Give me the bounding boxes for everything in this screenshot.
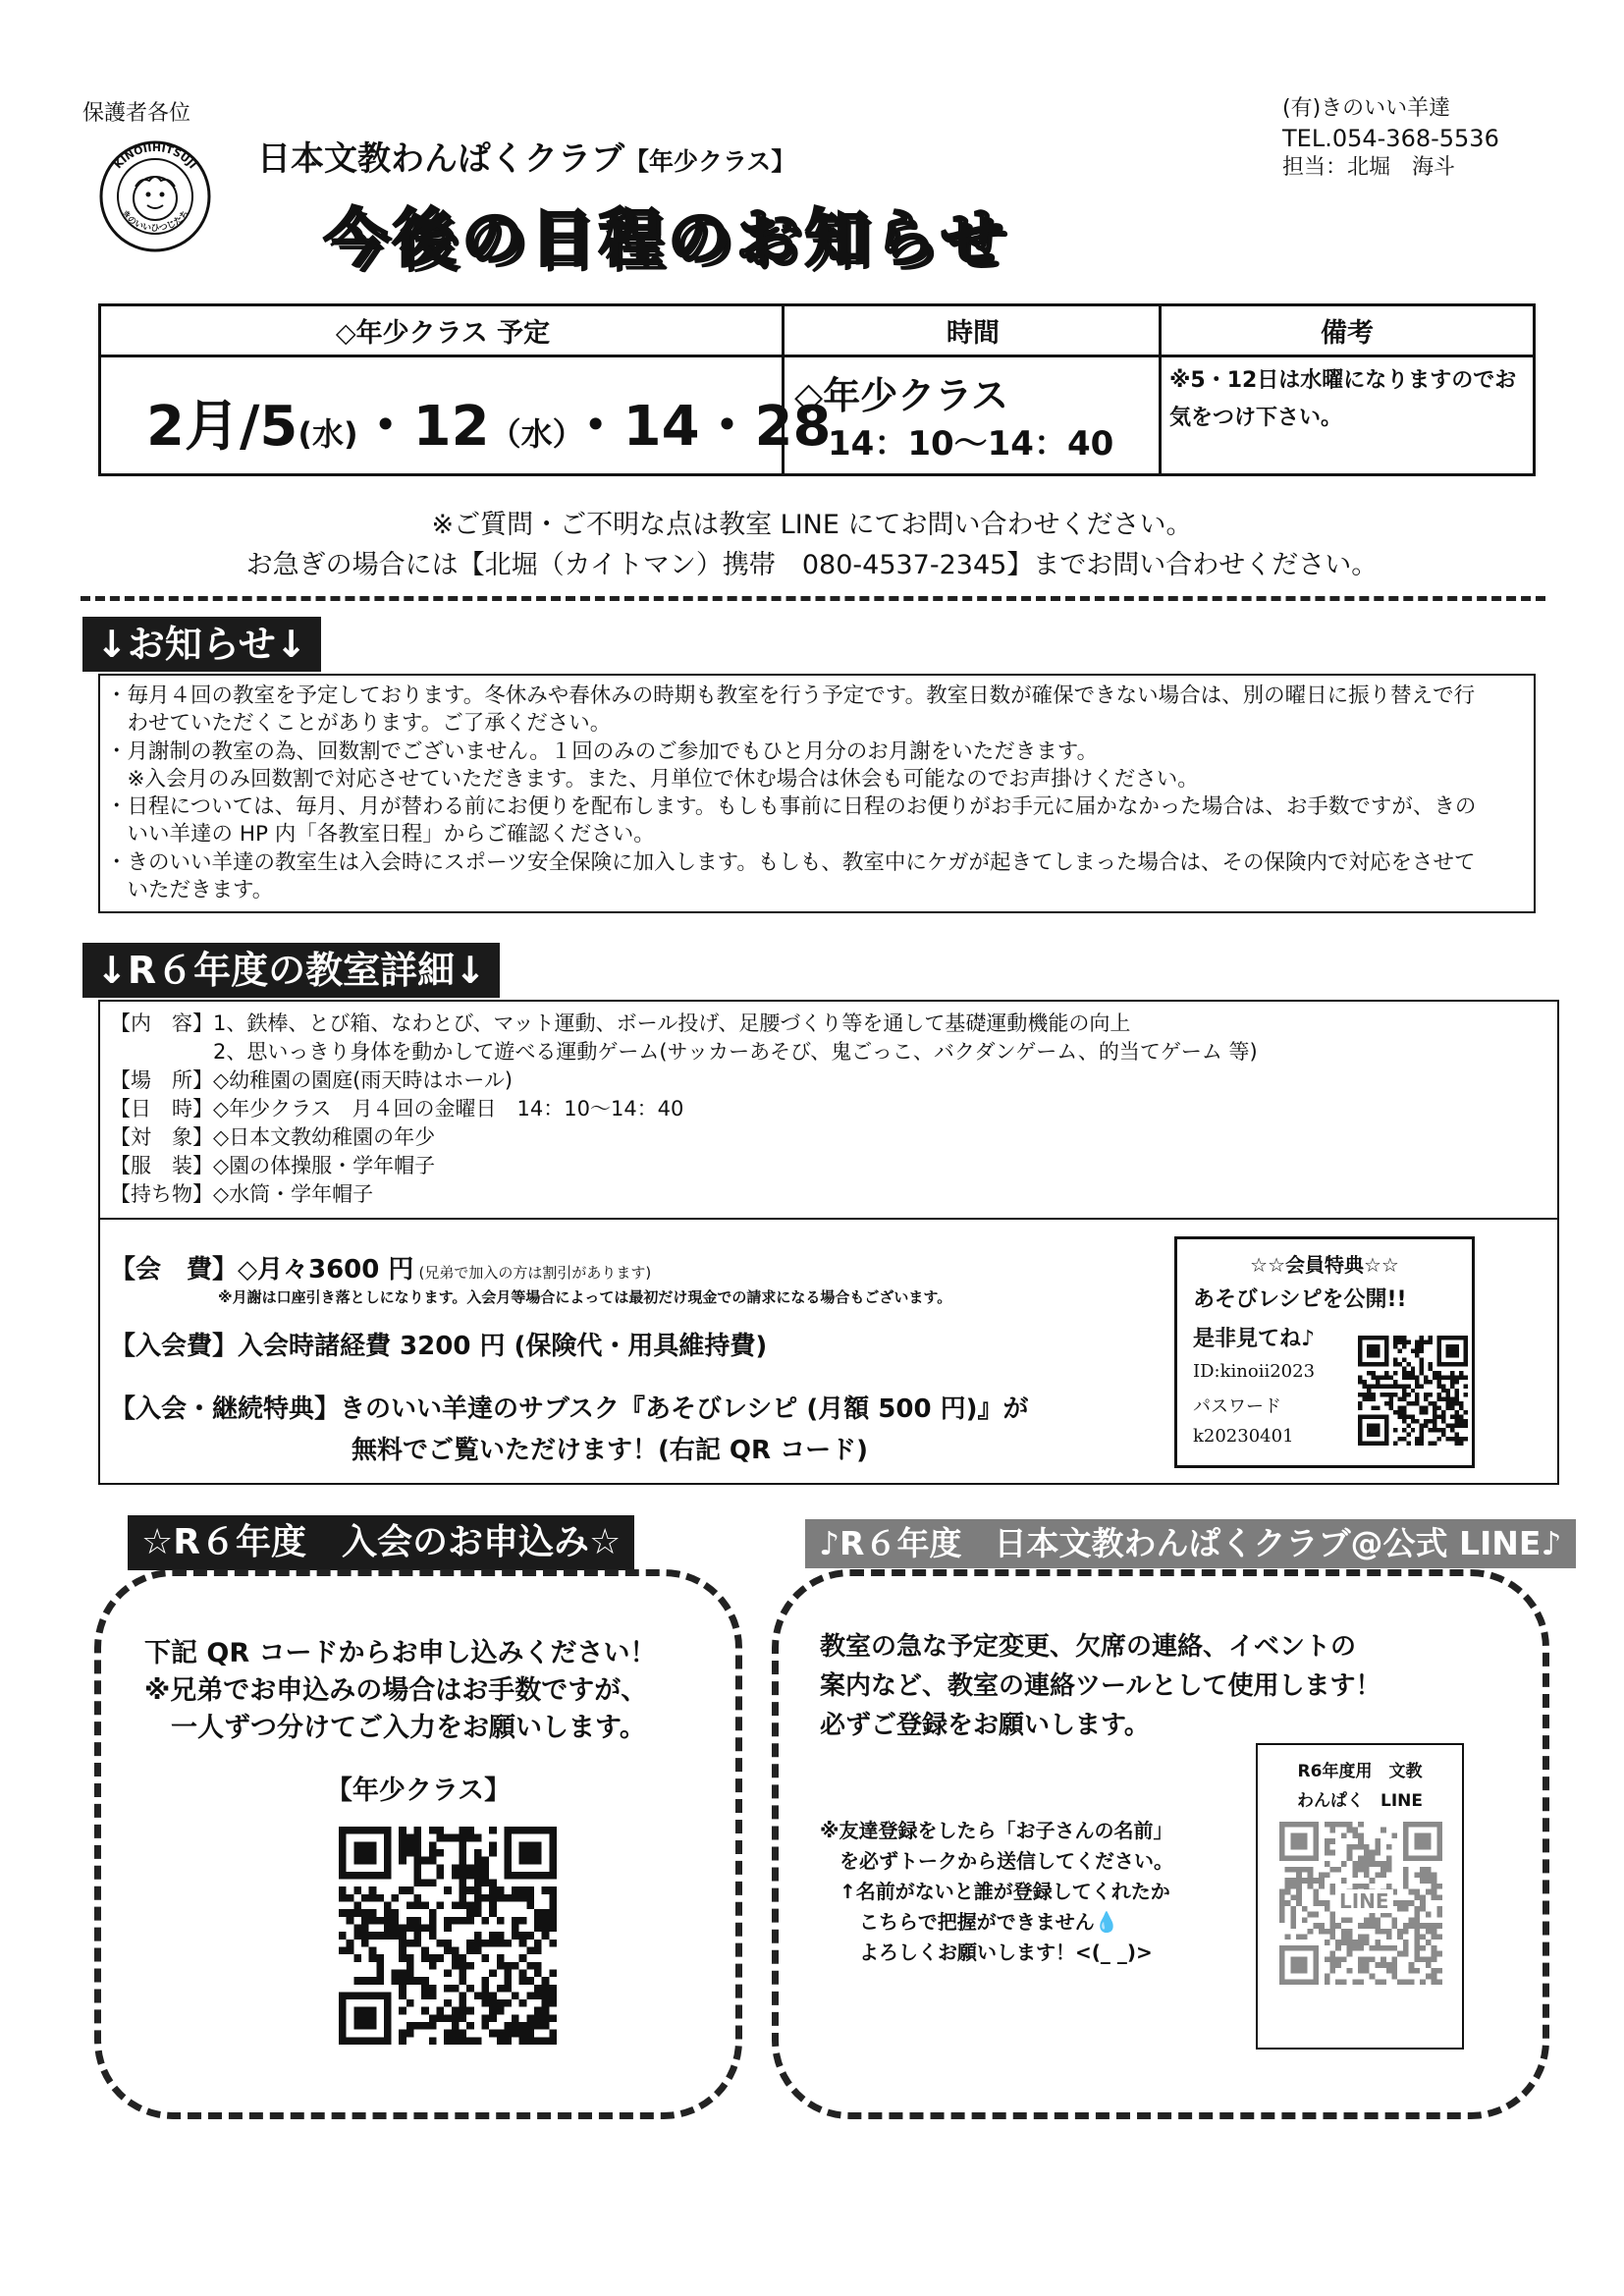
- member-perk-box: [1174, 1236, 1475, 1468]
- club-title: [257, 132, 795, 180]
- monthly-fee: [110, 1249, 651, 1285]
- staff-name: 担当：北堀 海斗: [1282, 155, 1456, 180]
- svg-text:きのいいひつじたち: [119, 208, 191, 234]
- phone-number: TEL.054-368-5536: [1282, 125, 1499, 152]
- detail-target: 【対 象】◇日本文教幼稚園の年少: [110, 1125, 436, 1149]
- member-perk-title: ☆☆会員特典☆☆: [1250, 1253, 1399, 1277]
- details-banner: ↓R６年度の教室詳細↓: [82, 943, 500, 998]
- detail-datetime: 【日 時】◇年少クラス 月４回の金曜日 14：10〜14：40: [110, 1097, 684, 1121]
- time-class: ◇年少クラス: [794, 374, 1009, 417]
- schedule-header-dates: ◇年少クラス 予定: [101, 306, 785, 357]
- apply-line-3: 一人ずつ分けてご入力をお願いします。: [144, 1713, 646, 1743]
- friend-note-2: を必ずトークから送信してください。: [820, 1849, 1173, 1873]
- member-password: k20230401: [1193, 1426, 1294, 1447]
- line-text-2: 案内など、教室の連絡ツールとして使用します！: [820, 1671, 1381, 1701]
- notice-line: わせていただくことがあります。ご了承ください。: [106, 711, 612, 737]
- club-logo: [98, 139, 212, 253]
- club-class: 【年少クラス】: [624, 147, 796, 176]
- logo-text: KINOIIHITSUJI: [111, 140, 199, 172]
- detail-belongings: 【持ち物】◇水筒・学年帽子: [110, 1182, 374, 1206]
- date-day-2: 12: [412, 395, 490, 459]
- detail-content-2: 2、思いっきり身体を動かして遊べる運動ゲーム(サッカーあそび、鬼ごっこ、バクダンゲーム、的当てゲーム 等): [110, 1040, 1258, 1064]
- member-perk-line-2: 無料でご覧いただけます！(右記 QR コード): [352, 1436, 868, 1465]
- recipient: 保護者各位: [82, 101, 191, 126]
- notice-line: いい羊達の HP 内「各教室日程」からご確認ください。: [106, 822, 655, 847]
- apply-line-1: 下記 QR コードからお申し込みください！: [144, 1638, 657, 1668]
- apply-banner: ☆R６年度 入会のお申込み☆: [128, 1515, 634, 1570]
- apply-qr-code[interactable]: [339, 1827, 557, 2045]
- date-month: 2月/: [146, 395, 260, 459]
- fee-note: ※月謝は口座引き落としになります。入会月等場合によっては最初だけ現金での請求になる場合もございます。: [218, 1288, 952, 1306]
- entry-fee: 【入会費】入会時諸経費 3200 円 (保険代・用具維持費): [110, 1332, 768, 1361]
- line-logo-text: LINE: [1335, 1889, 1393, 1913]
- member-perk-line-1: 【入会・継続特典】きのいい羊達のサブスク『あそびレシピ (月額 500 円)』が: [110, 1394, 1029, 1424]
- inquiry-line-2: お急ぎの場合には【北堀（カイトマン）携帯 080-4537-2345】までお問い合わせください。: [245, 550, 1379, 580]
- inquiry-line-1: ※ご質問・ご不明な点は教室 LINE にてお問い合わせください。: [431, 510, 1193, 540]
- contact-info: [1282, 94, 1499, 183]
- line-qr-card: [1256, 1743, 1464, 2050]
- monthly-fee-label: 【会 費】◇月々3600 円: [110, 1255, 414, 1285]
- detail-clothing: 【服 装】◇園の体操服・学年帽子: [110, 1154, 436, 1177]
- notice-line: ・きのいい羊達の教室生は入会時にスポーツ安全保険に加入します。もしも、教室中にケガが起きてしまった場合は、その保険内で対応をさせて: [106, 849, 1476, 875]
- friend-note-1: ※友達登録をしたら「お子さんの名前」: [820, 1819, 1173, 1842]
- details-list: [110, 1010, 1543, 1209]
- member-password-label: パスワード: [1193, 1396, 1281, 1417]
- schedule-header-remarks: 備考: [1162, 306, 1533, 357]
- member-perk-line-1: あそびレシピを公開!!: [1193, 1287, 1407, 1312]
- notice-line: ※入会月のみ回数割で対応させていただきます。また、月単位で休む場合は休会も可能なのでお声掛けください。: [106, 766, 1199, 792]
- apply-line-2: ※兄弟でお申込みの場合はお手数ですが、: [144, 1675, 648, 1706]
- time-range: 14：10〜14：40: [828, 424, 1114, 464]
- friend-note-3: ↑名前がないと誰が登録してくれたか: [820, 1880, 1170, 1903]
- date-separator: ・: [357, 395, 413, 459]
- friend-note-4: こちらで把握ができません💧: [820, 1910, 1119, 1934]
- notice-box: [98, 674, 1536, 913]
- details-box: [98, 1000, 1559, 1220]
- line-banner: ♪R６年度 日本文教わんぱくクラブ@公式 LINE♪: [805, 1519, 1576, 1568]
- schedule-table: [98, 303, 1536, 476]
- friend-note-5: よろしくお願いします！<(_ _)>: [820, 1941, 1153, 1964]
- date-day-1: 5: [259, 395, 298, 459]
- apply-class-label: 【年少クラス】: [325, 1776, 512, 1806]
- member-perk-line-2: 是非見てね♪: [1193, 1327, 1316, 1351]
- svg-text:KINOIIHITSUJI: [112, 141, 199, 171]
- date-remaining: ・14・28: [568, 395, 832, 459]
- line-text-3: 必ずご登録をお願いします。: [820, 1711, 1150, 1740]
- apply-box: [94, 1569, 742, 2119]
- date-weekday-1: (水): [298, 415, 358, 453]
- line-box: [772, 1569, 1549, 2119]
- divider: [81, 596, 1545, 601]
- notice-line: ・日程については、毎月、月が替わる前にお便りを配布します。もしも事前に日程のお便りがお手元に届かなかった場合は、お手数ですが、きの: [106, 794, 1477, 820]
- date-weekday-2: （水）: [489, 415, 568, 453]
- line-text-1: 教室の急な予定変更、欠席の連絡、イベントの: [820, 1632, 1357, 1662]
- monthly-fee-small: (兄弟で加入の方は割引があります): [418, 1264, 652, 1282]
- org-name: (有)きのいい羊達: [1282, 96, 1451, 121]
- line-qr-label-2: わんぱく LINE: [1297, 1791, 1423, 1811]
- notice-list: [106, 683, 1530, 904]
- schedule-remark: ※5・12日は水曜になりますのでお気をつけ下さい。: [1169, 368, 1517, 430]
- detail-content-1: 【内 容】1、鉄棒、とび箱、なわとび、マット運動、ボール投げ、足腰づくり等を通して基礎運動機能の向上: [110, 1011, 1131, 1035]
- logo-subtext: きのいいひつじたち: [118, 208, 192, 235]
- detail-place: 【場 所】◇幼稚園の園庭(雨天時はホール): [110, 1068, 514, 1092]
- notice-line: ・月謝制の教室の為、回数割でございません。１回のみのご参加でもひと月分のお月謝をいただきます。: [106, 738, 1099, 764]
- schedule-dates: [146, 383, 831, 462]
- page-title: 今後の日程のお知らせ: [324, 203, 1010, 276]
- line-qr-label-1: R6年度用 文教: [1297, 1762, 1423, 1781]
- schedule-header-time: 時間: [785, 306, 1162, 357]
- notice-banner: ↓お知らせ↓: [82, 617, 321, 672]
- recipe-qr-code[interactable]: [1358, 1336, 1468, 1446]
- club-name: 日本文教わんぱくクラブ: [257, 139, 624, 179]
- member-id: ID:kinoii2023: [1193, 1361, 1316, 1382]
- notice-line: ・毎月４回の教室を予定しております。冬休みや春休みの時期も教室を行う予定です。教室日数が確保できない場合は、別の曜日に振り替えで行: [106, 683, 1476, 708]
- notice-line: いただきます。: [106, 878, 274, 903]
